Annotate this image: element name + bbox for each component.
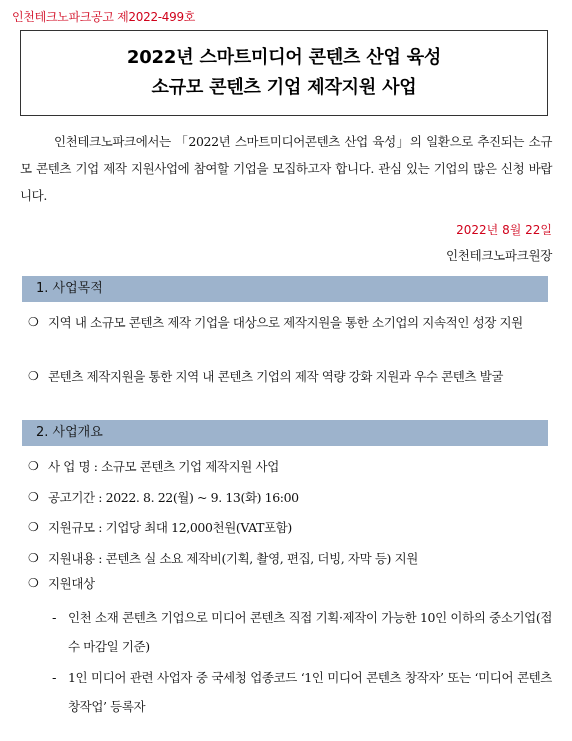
title-line-1: 2022년 스마트미디어 콘텐츠 산업 육성 xyxy=(126,47,442,68)
intro-paragraph xyxy=(20,128,552,209)
circle-bullet-icon: ❍ xyxy=(28,576,39,590)
dash-bullet-icon: - xyxy=(52,610,57,625)
section-1-heading: 1. 사업목적 xyxy=(22,276,548,302)
list-item xyxy=(28,570,550,597)
circle-bullet-icon: ❍ xyxy=(28,551,39,565)
list-item xyxy=(28,514,550,541)
list-item-text: 공고기간 : 2022. 8. 22(월) ~ 9. 13(화) 16:00 xyxy=(48,490,299,505)
circle-bullet-icon: ❍ xyxy=(28,369,39,383)
list-item-text: 지역 내 소규모 콘텐츠 제작 기업을 대상으로 제작지원을 통한 소기업의 지속적인 성장 지원 xyxy=(48,315,523,330)
list-item-text: 콘텐츠 제작지원을 통한 지역 내 콘텐츠 기업의 제작 역량 강화 지원과 우수 콘텐츠 발굴 xyxy=(48,369,504,384)
list-item-text: 지원규모 : 기업당 최대 12,000천원(VAT포함) xyxy=(48,520,292,535)
sub-list-item-text: 1인 미디어 관련 사업자 중 국세청 업종코드 ‘1인 미디어 콘텐츠 창작자’ 또는 ‘미디어 콘텐츠 창작업’ 등록자 xyxy=(68,670,552,714)
list-item-text: 사 업 명 : 소규모 콘텐츠 기업 제작지원 사업 xyxy=(48,459,279,474)
circle-bullet-icon: ❍ xyxy=(28,520,39,534)
list-item-text: 지원내용 : 콘텐츠 실 소요 제작비(기획, 촬영, 편집, 더빙, 자막 등) 지원 xyxy=(48,551,418,566)
circle-bullet-icon: ❍ xyxy=(28,490,39,504)
sub-list-item-text: 인천 소재 콘텐츠 기업으로 미디어 콘텐츠 직접 기획·제작이 가능한 10인 이하의 중소기업(접수 마감일 기준) xyxy=(68,610,552,654)
notice-number: 인천테크노파크공고 제2022-499호 xyxy=(12,10,196,24)
section-2-heading: 2. 사업개요 xyxy=(22,420,548,446)
circle-bullet-icon: ❍ xyxy=(28,315,39,329)
notice-date: 2022년 8월 22일 xyxy=(456,223,552,237)
intro-text: 인천테크노파크에서는 「2022년 스마트미디어콘텐츠 산업 육성」의 일환으로 추진되는 소규모 콘텐츠 기업 제작 지원사업에 참여할 기업을 모집하고자 합니다. 관심 있는 기업의 많은 신청 바랍니다. xyxy=(20,134,552,203)
list-item xyxy=(28,363,550,390)
dash-bullet-icon: - xyxy=(52,670,57,685)
title-line-2: 소규모 콘텐츠 기업 제작지원 사업 xyxy=(151,77,417,98)
list-item xyxy=(28,484,550,511)
sub-list-item xyxy=(52,663,552,721)
list-item-text: 지원대상 xyxy=(48,576,95,591)
circle-bullet-icon: ❍ xyxy=(28,459,39,473)
title-box xyxy=(20,30,548,116)
list-item xyxy=(28,453,550,480)
list-item xyxy=(28,545,550,572)
list-item xyxy=(28,309,550,336)
sub-list-item xyxy=(52,603,552,661)
issuer: 인천테크노파크원장 xyxy=(446,248,552,263)
